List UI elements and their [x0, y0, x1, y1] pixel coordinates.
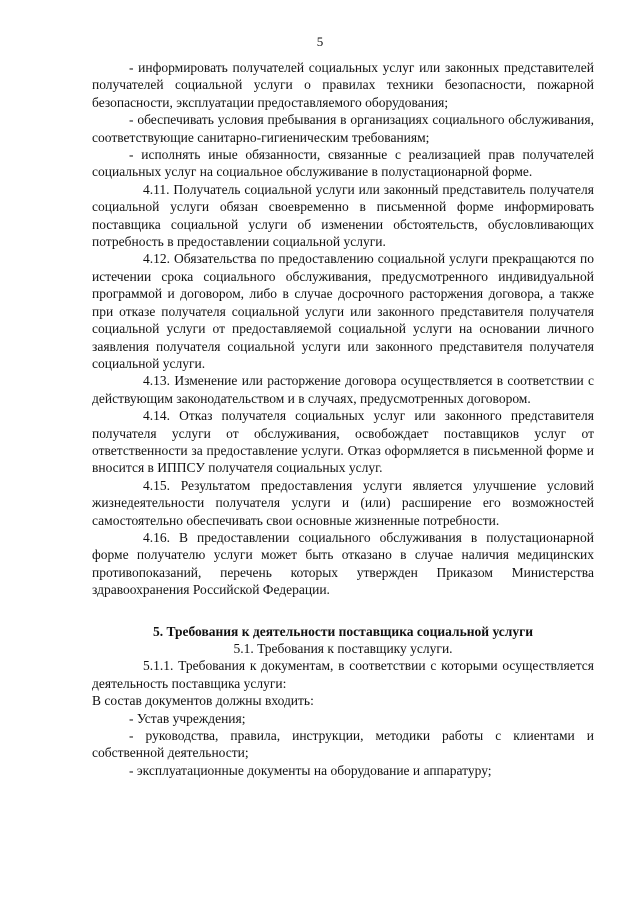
paragraph-duty-conditions: - обеспечивать условия пребывания в организациях социального обслуживания, соответствующие санитарно-гигиеническим требованиям;	[92, 112, 594, 145]
list-item: - Устав учреждения;	[129, 710, 246, 726]
paragraph-4-12: 4.12. Обязательства по предоставлению социальной услуги прекращаются по истечении срока социального обслуживания, предусмотренного индивидуальной программой и договором, либо в случае досрочного расторжения договора, а также при отказе получателя социальной услуги или законного представителя получателя социальной услуги от предоставляемой социальной услуги на основании личного заявления получателя социальной услуги или законного представителя получателя социальной услуги.	[92, 251, 594, 371]
paragraph-duty-other: - исполнять иные обязанности, связанные с реализацией прав получателей социальных услуг на социальное обслуживание в полустационарной форме.	[92, 147, 594, 180]
paragraph-4-14: 4.14. Отказ получателя социальных услуг или законного представителя получателя услуги от обслуживания, освобождает поставщиков услуг от ответственности за предоставление услуги. Отказ оформляется в письменной форме и вносится в ИППСУ получателя социальных услуг.	[92, 408, 594, 476]
document-body	[92, 59, 594, 779]
paragraph-4-15: 4.15. Результатом предоставления услуги является улучшение условий жизнедеятельности получателя услуги и (или) расширение его возможностей самостоятельно обеспечивать свои основные жизненные потребности.	[92, 477, 594, 528]
section-heading: 5. Требования к деятельности поставщика социальной услуги	[152, 623, 534, 639]
paragraph-4-11: 4.11. Получатель социальной услуги или законный представитель получателя социальной услуги обязан своевременно в письменной форме информировать поставщика социальной услуги об изменении обстоятельств, обусловливающих потребность в предоставлении социальной услуги.	[92, 181, 594, 250]
paragraph-duty-inform: - информировать получателей социальных услуг или законных представителей получателей социальной услуги о правилах техники безопасности, пожарной безопасности, эксплуатации предоставляемого оборудования;	[92, 60, 594, 110]
documents-intro: В состав документов должны входить:	[92, 693, 314, 709]
paragraph-4-13: 4.13. Изменение или расторжение договора осуществляется в соответствии с действующим законодательством и в случаях, предусмотренных договором.	[92, 373, 594, 406]
subsection-title: 5.1. Требования к поставщику услуги.	[233, 641, 453, 656]
list-item: - эксплуатационные документы на оборудование и аппаратуру;	[129, 762, 492, 778]
list-item: - руководства, правила, инструкции, методики работы с клиентами и собственной деятельности;	[92, 728, 594, 761]
page-number: 5	[316, 34, 324, 49]
paragraph-5-1-1: 5.1.1. Требования к документам, в соответствии с которыми осуществляется деятельность поставщика услуги:	[92, 658, 594, 691]
paragraph-4-16: 4.16. В предоставлении социального обслуживания в полустационарной форме получателю услуги может быть отказано в случае наличия медицинских противопоказаний, перечень которых утвержден Приказом Министерства здравоохранения Российской Федерации.	[92, 529, 594, 598]
